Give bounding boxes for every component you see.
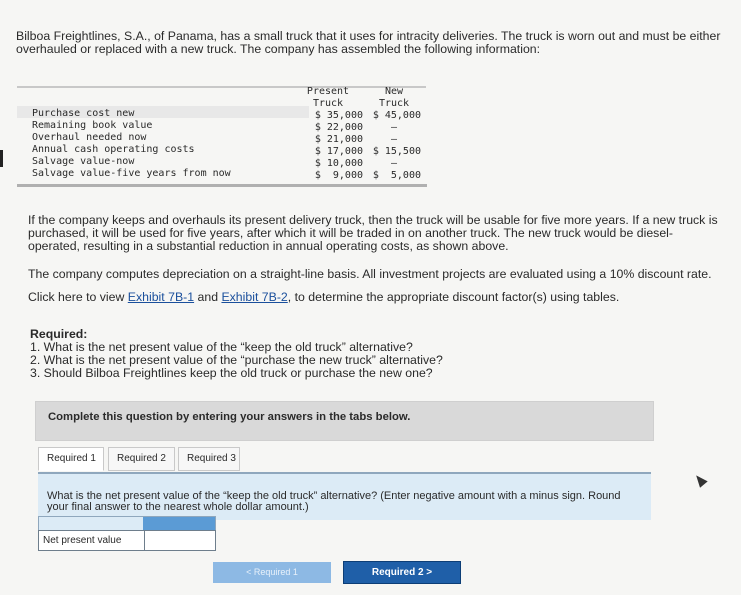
required-item-3: 3. Should Bilboa Freightlines keep the old truck or purchase the new one? <box>30 366 433 380</box>
cell-present-book-value: $ 22,000 <box>314 122 363 133</box>
depreciation-paragraph: The company computes depreciation on a straight-line basis. All investment projects are evaluated using a 10% discount rate. <box>28 267 712 281</box>
present-truck-column <box>293 86 363 182</box>
problem-intro: Bilboa Freightlines, S.A., of Panama, has a small truck that it uses for intracity deliveries. The truck is worn out and must be either overhauled or replaced with a new truck. The company has assembled the following information: <box>16 29 721 56</box>
cell-new-salvage-later: $ 5,000 <box>372 170 421 181</box>
tab-required-3[interactable]: Required 3 <box>178 447 240 471</box>
required-section <box>30 328 630 380</box>
table-top-rule <box>17 86 426 88</box>
net-present-value-label: Net present value <box>43 535 122 546</box>
required-item-2: 2. What is the net present value of the “purchase the new truck” alternative? <box>30 353 443 367</box>
table-bottom-rule <box>17 184 427 187</box>
cell-present-salvage-later: $ 9,000 <box>314 170 363 181</box>
data-table <box>17 86 427 188</box>
question-prompt: What is the net present value of the “keep the old truck” alternative? (Enter negative amount with a minus sign. Round your final answer to the nearest whole dollar amount.) <box>38 472 651 520</box>
left-edge-marker <box>0 150 3 167</box>
row-label-salvage-five-years: Salvage value-five years from now <box>32 168 231 179</box>
cell-present-operating: $ 17,000 <box>314 146 363 157</box>
header-new-line1: New <box>384 86 404 97</box>
header-present-line2: Truck <box>312 98 344 109</box>
cell-new-book-value: – <box>390 122 398 133</box>
exhibit-7b2-link[interactable]: Exhibit 7B-2 <box>221 290 288 304</box>
cell-new-overhaul: – <box>390 134 398 145</box>
answer-header-cell <box>143 517 215 530</box>
tab-required-1[interactable]: Required 1 <box>38 447 104 471</box>
row-label-purchase-cost: Purchase cost new <box>32 108 135 119</box>
exhibit-7b1-link[interactable]: Exhibit 7B-1 <box>127 290 195 304</box>
cell-new-purchase: $ 45,000 <box>372 110 421 121</box>
required-title: Required: <box>30 327 88 341</box>
row-label-operating-costs: Annual cash operating costs <box>32 144 195 155</box>
exhibit-paragraph <box>28 291 718 304</box>
answer-table-header <box>38 516 216 531</box>
row-label-overhaul: Overhaul needed now <box>32 132 147 143</box>
cell-present-salvage-now: $ 10,000 <box>314 158 363 169</box>
mouse-cursor-icon <box>692 472 707 488</box>
answer-table <box>38 516 216 551</box>
cell-new-salvage-now: – <box>390 158 398 169</box>
header-new-line2: Truck <box>378 98 410 109</box>
answer-row <box>38 530 216 551</box>
exhibit-suffix: , to determine the appropriate discount factor(s) using tables. <box>287 290 620 304</box>
instructions-bar: Complete this question by entering your answers in the tabs below. <box>35 401 654 441</box>
cell-present-overhaul: $ 21,000 <box>314 134 363 145</box>
prev-required-button[interactable]: < Required 1 <box>213 562 331 583</box>
tab-required-2[interactable]: Required 2 <box>108 447 175 471</box>
exhibit-prefix: Click here to view <box>28 290 128 304</box>
cell-new-operating: $ 15,500 <box>372 146 421 157</box>
row-label-remaining-book-value: Remaining book value <box>32 120 153 131</box>
row-label-salvage-now: Salvage value-now <box>32 156 135 167</box>
header-present-line1: Present <box>306 86 350 97</box>
required-item-1: 1. What is the net present value of the “keep the old truck” alternative? <box>30 340 413 354</box>
new-truck-column <box>367 86 421 182</box>
scenario-paragraph: If the company keeps and overhauls its present delivery truck, then the truck will be usable for five more years. If a new truck is purchased, it will be used for five years, after which it will be traded in on another truck. The new truck would be diesel-operated, resulting in a substantial reduction in annual operating costs, as shown above. <box>28 213 718 253</box>
next-required-button[interactable]: Required 2 > <box>343 561 461 584</box>
net-present-value-input[interactable] <box>144 530 216 551</box>
cell-present-purchase: $ 35,000 <box>314 110 363 121</box>
exhibit-middle: and <box>194 290 222 304</box>
table-row-labels <box>32 108 231 180</box>
